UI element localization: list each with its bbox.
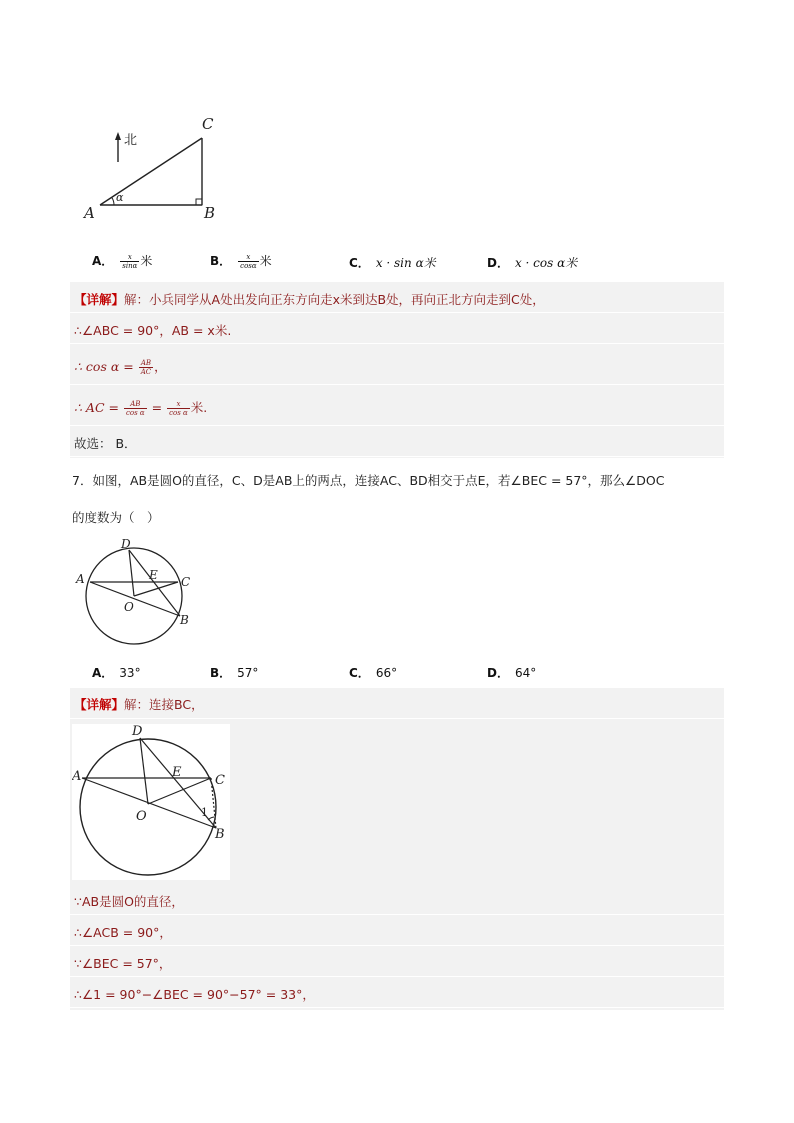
- svg-text:D: D: [121, 537, 131, 551]
- svg-text:B: B: [215, 827, 225, 842]
- svg-text:O: O: [136, 809, 147, 824]
- svg-text:A: A: [72, 769, 82, 784]
- svg-text:B: B: [180, 613, 189, 627]
- q6-option-d: D． x · cos α米: [487, 256, 578, 270]
- q7-option-c: C． 66°: [349, 666, 398, 680]
- right-angle-mark: [196, 199, 202, 205]
- option-key: B．: [210, 254, 232, 268]
- svg-text:D: D: [132, 724, 143, 739]
- q7-option-b: B． 57°: [210, 666, 259, 680]
- solution-line: 【详解】解：连接BC，: [74, 697, 204, 712]
- solution-line: ∴ AC = $\frac{AB}{\text{cos α}}$ = $\frac{x}{\text{cos α}}$ 米.: [74, 400, 208, 417]
- angle-alpha-arc: [112, 197, 114, 205]
- solution-line: ∵∠BEC = 57°，: [74, 956, 172, 971]
- svg-text:C: C: [181, 575, 191, 589]
- solution-circle-figure: [72, 724, 230, 880]
- solution-line: ∴ cos α = $\frac{AB}{AC}$ ，: [74, 359, 167, 376]
- solution-line: 【详解】解：小兵同学从A处出发向正东方向走x米到达B处，再向正北方向走到C处，: [74, 292, 545, 307]
- label-alpha: α: [116, 191, 124, 204]
- label-b: B: [204, 204, 216, 222]
- label-a: A: [84, 204, 95, 222]
- answer-line: 故选： B．: [74, 436, 137, 451]
- q6-option-b: B． $\frac{x}{\cos\alpha}$ 米: [210, 253, 272, 270]
- svg-text:C: C: [215, 773, 225, 788]
- circle-figure: [72, 536, 202, 654]
- svg-text:E: E: [149, 568, 158, 582]
- svg-text:A: A: [76, 572, 85, 586]
- q6-solution: [70, 282, 724, 458]
- q7-text-line2: 的度数为（ ）: [72, 510, 160, 525]
- detail-tag: 【详解】: [74, 292, 125, 307]
- svg-text:1: 1: [201, 806, 208, 819]
- solution-line: ∴∠ACB = 90°，: [74, 925, 172, 940]
- option-key: D．: [487, 256, 509, 270]
- label-c: C: [202, 115, 214, 133]
- q7-text-line1: 7．如图，AB是圆O的直径，C、D是AB上的两点，连接AC、BD相交于点E，若∠BEC = 57°，那么∠DOC: [72, 473, 665, 488]
- triangle-figure: [80, 110, 240, 230]
- solution-line: ∵AB是圆O的直径，: [74, 894, 184, 909]
- detail-tag: 【详解】: [74, 697, 125, 712]
- q6-option-a: A． $\frac{x}{\sin\alpha}$ 米: [92, 253, 153, 270]
- option-key: A．: [92, 254, 114, 268]
- option-key: C．: [349, 256, 370, 270]
- svg-text:O: O: [124, 600, 134, 614]
- solution-line: ∴∠ABC = 90°，AB = x米.: [74, 323, 232, 338]
- q7-option-a: A． 33°: [92, 666, 141, 680]
- solution-line: ∴∠1 = 90°−∠BEC = 90°−57° = 33°，: [74, 987, 315, 1002]
- label-north: 北: [124, 133, 138, 148]
- q7-option-d: D． 64°: [487, 666, 537, 680]
- q6-option-c: C． x · sin α米: [349, 256, 436, 270]
- svg-text:E: E: [172, 765, 182, 780]
